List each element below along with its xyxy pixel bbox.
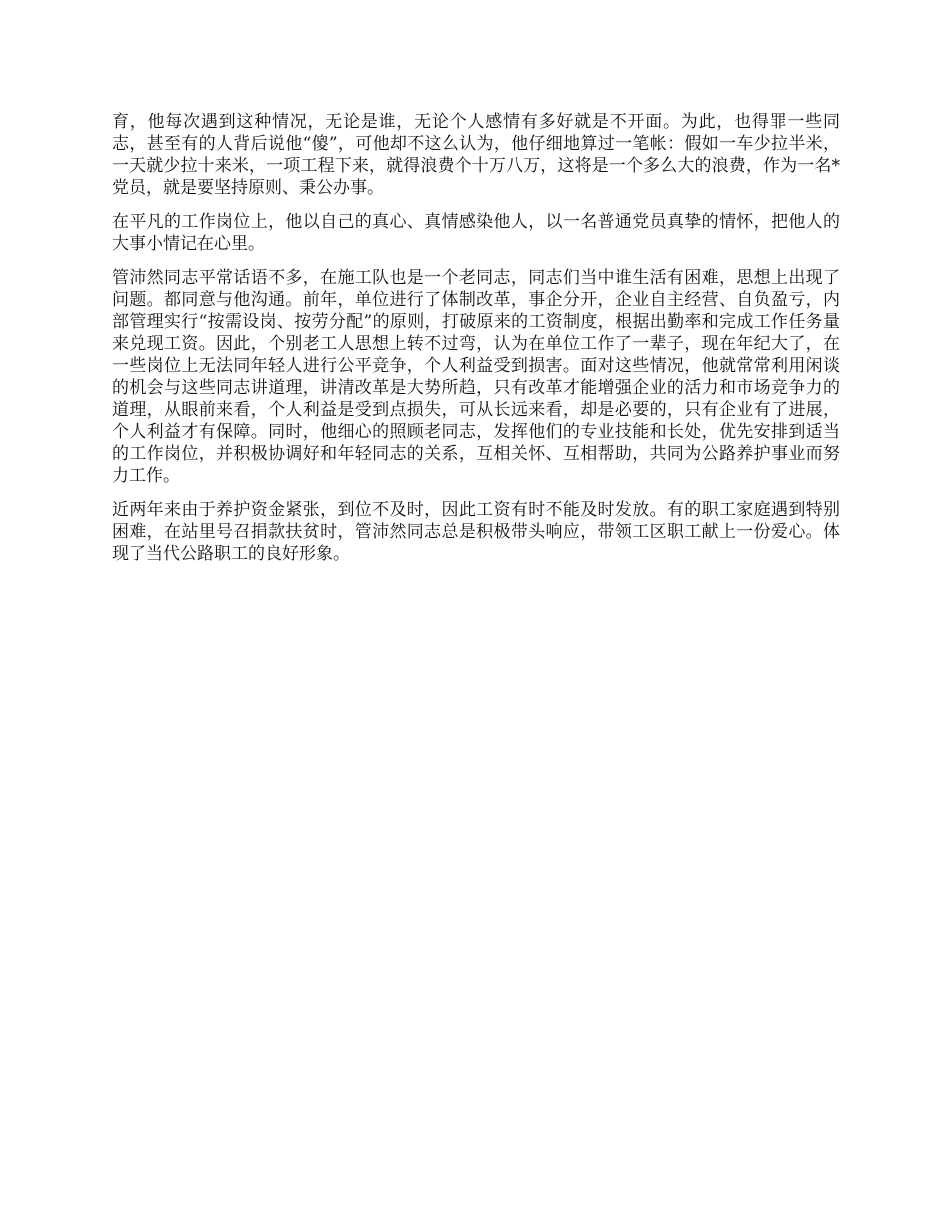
paragraph-4: 近两年来由于养护资金紧张，到位不及时，因此工资有时不能及时发放。有的职工家庭遇到特别困难，在站里号召捐款扶贫时，管沛然同志总是积极带头响应，带领工区职工献上一份爱心。体现了当代公路职工的良好形象。 xyxy=(112,500,840,564)
paragraph-1: 育，他每次遇到这种情况，无论是谁，无论个人感情有多好就是不开面。为此，也得罪一些同志，甚至有的人背后说他“傻”，可他却不这么认为，他仔细地算过一笔帐：假如一车少拉半米，一天就少拉十来米，一项工程下来，就得浪费个十万八万，这将是一个多么大的浪费，作为一名*党员，就是要坚持原则、秉公办事。 xyxy=(112,112,840,198)
paragraph-2: 在平凡的工作岗位上，他以自己的真心、真情感染他人，以一名普通党员真挚的情怀，把他人的大事小情记在心里。 xyxy=(112,212,840,254)
paragraph-3: 管沛然同志平常话语不多，在施工队也是一个老同志，同志们当中谁生活有困难，思想上出现了问题。都同意与他沟通。前年，单位进行了体制改革，事企分开，企业自主经营、自负盈亏，内部管理实行“按需设岗、按劳分配”的原则，打破原来的工资制度，根据出勤率和完成工作任务量来兑现工资。因此，个别老工人思想上转不过弯，认为在单位工作了一辈子，现在年纪大了，在一些岗位上无法同年轻人进行公平竞争，个人利益受到损害。面对这些情况，他就常常利用闲谈的机会与这些同志讲道理，讲清改革是大势所趋，只有改革才能增强企业的活力和市场竞争力的道理，从眼前来看，个人利益是受到点损失，可从长远来看，却是必要的，只有企业有了进展，个人利益才有保障。同时，他细心的照顾老同志，发挥他们的专业技能和长处，优先安排到适当的工作岗位，并积极协调好和年轻同志的关系，互相关怀、互相帮助，共同为公路养护事业而努力工作。 xyxy=(112,268,840,486)
document-body xyxy=(112,111,840,577)
